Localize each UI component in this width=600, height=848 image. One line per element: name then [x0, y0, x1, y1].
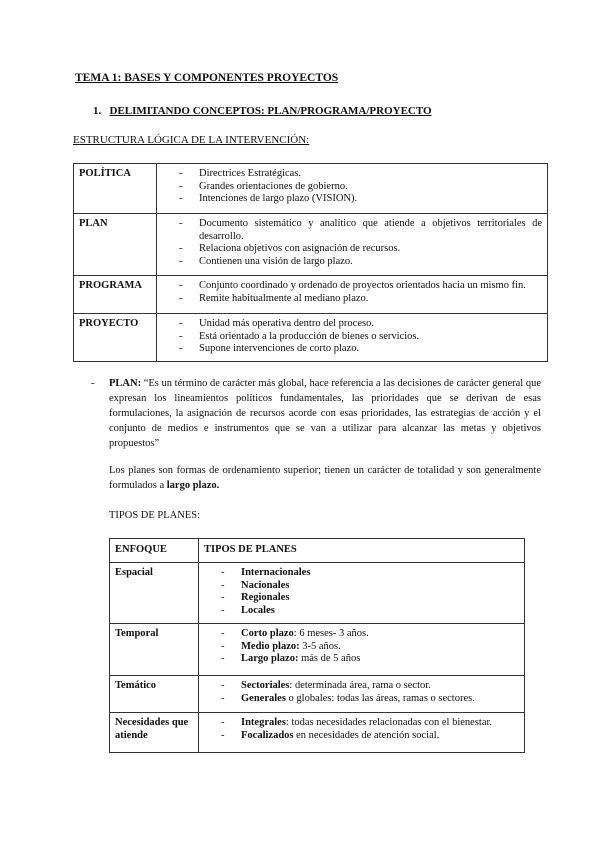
- tipos-header-row: [110, 539, 525, 563]
- list-item: - Documento sistemático y analítico que atiende a objetivos territoriales de desarrollo.: [179, 218, 542, 243]
- column-header: ENFOQUE: [110, 539, 199, 563]
- item-bold: Locales: [241, 604, 275, 616]
- tipos-items: [199, 713, 525, 753]
- tipos-row: [110, 713, 525, 753]
- enfoque-label: Temático: [110, 676, 199, 713]
- structure-row: [74, 214, 548, 276]
- structure-label: PROYECTO: [74, 314, 157, 362]
- structure-row: [74, 164, 548, 214]
- structure-label: PLAN: [74, 214, 157, 276]
- document-title: TEMA 1: BASES Y COMPONENTES PROYECTOS: [75, 72, 339, 84]
- section-number: 1.: [93, 105, 102, 117]
- list-item: - Intenciones de largo plazo (VISION).: [179, 193, 542, 206]
- list-item: [221, 653, 519, 666]
- structure-label: POLÍTICA: [74, 164, 157, 214]
- list-item: - Supone intervenciones de corto plazo.: [179, 343, 542, 356]
- item-text: : 6 meses- 3 años.: [293, 628, 369, 639]
- tipos-row: [110, 676, 525, 713]
- item-bold: Corto plazo: [241, 628, 294, 639]
- item-bold: Focalizados: [241, 729, 294, 741]
- plan-text: “Es un término de carácter más global, hace referencia a las decisiones de carácter general que expresan los lineamientos políticos fundamentales, las prioridades que se derivan de esas formulaciones, la asignación de recursos acorde con esas prioridades, las estrategias de acción y el conjunto de medios e instrumentos que se van a utilizar para alcanzar las metas y objetivos propuestos”: [109, 378, 541, 449]
- list-item: [221, 680, 519, 693]
- plan-note-bold: largo plazo.: [166, 480, 220, 491]
- list-item: [221, 693, 519, 706]
- structure-items: [157, 164, 548, 214]
- list-item: - Grandes orientaciones de gobierno.: [179, 181, 542, 194]
- enfoque-label: Necesidades que atiende: [110, 713, 199, 753]
- item-bold: Internacionales: [241, 567, 311, 578]
- structure-label: PROGRAMA: [74, 276, 157, 314]
- structure-items: [157, 276, 548, 314]
- item-text: : todas necesidades relacionadas con el bienestar.: [285, 717, 493, 728]
- list-item: [221, 567, 519, 580]
- tipos-table: [109, 538, 525, 753]
- enfoque-label: Espacial: [110, 563, 199, 624]
- item-text: : determinada área, rama o sector.: [289, 680, 431, 691]
- section-heading: [93, 105, 432, 117]
- item-bold: Regionales: [241, 592, 290, 603]
- tipos-items: [199, 676, 525, 713]
- structure-table: [73, 163, 548, 362]
- structure-items: [157, 214, 548, 276]
- item-text: 3-5 años.: [299, 640, 341, 652]
- tipos-heading: TIPOS DE PLANES:: [109, 510, 201, 521]
- list-item: [221, 730, 519, 743]
- structure-items: [157, 314, 548, 362]
- tipos-row: [110, 624, 525, 676]
- list-item: - Unidad más operativa dentro del proceso.: [179, 318, 542, 331]
- plan-definition: - PLAN: “Es un término de carácter más global, hace referencia a las decisiones de carácter general que expresan los lineamientos políticos fundamentales, las prioridades que se derivan de esas formulaciones, la asignación de recursos acorde con esas prioridades, las estrategias de acción y el conjunto de medios e instrumentos que se van a utilizar para alcanzar las metas y objetivos propuestos”: [91, 378, 541, 449]
- column-header: TIPOS DE PLANES: [199, 539, 525, 563]
- list-item: - Contienen una visión de largo plazo.: [179, 256, 542, 269]
- list-item: [221, 592, 519, 605]
- list-item: [221, 628, 519, 641]
- list-item: - Relaciona objetivos con asignación de recursos.: [179, 243, 542, 256]
- item-bold: Medio plazo:: [241, 640, 300, 652]
- enfoque-label: Temporal: [110, 624, 199, 676]
- section-title: DELIMITANDO CONCEPTOS: PLAN/PROGRAMA/PROYECTO: [109, 105, 432, 117]
- item-bold: Nacionales: [241, 579, 290, 591]
- structure-row: [74, 314, 548, 362]
- item-bold: Largo plazo:: [241, 653, 299, 664]
- tipos-row: [110, 563, 525, 624]
- structure-row: [74, 276, 548, 314]
- list-item: - Está orientado a la producción de bienes o servicios.: [179, 331, 542, 344]
- plan-note: [109, 463, 541, 493]
- list-item: - Remite habitualmente al mediano plazo.: [179, 293, 542, 306]
- item-bold: Integrales: [241, 717, 286, 728]
- plan-label: PLAN:: [109, 378, 142, 389]
- item-text: en necesidades de atención social.: [293, 729, 440, 741]
- list-item: - Directrices Estratégicas.: [179, 168, 542, 181]
- list-item: [221, 580, 519, 593]
- item-text: o globales: todas las áreas, ramas o sectores.: [285, 692, 475, 704]
- tipos-items: [199, 563, 525, 624]
- structure-heading: ESTRUCTURA LÓGICA DE LA INTERVENCIÓN:: [73, 134, 310, 146]
- list-item: [221, 605, 519, 618]
- item-text: más de 5 años: [298, 653, 361, 664]
- list-item: [221, 717, 519, 730]
- list-item: [221, 641, 519, 654]
- list-item: - Conjunto coordinado y ordenado de proyectos orientados hacia un mismo fin.: [179, 280, 542, 293]
- plan-note-text: Los planes son formas de ordenamiento superior; tienen un carácter de totalidad y son generalmente formulados a: [109, 465, 541, 491]
- item-bold: Generales: [241, 692, 286, 704]
- item-bold: Sectoriales: [241, 680, 290, 691]
- tipos-items: [199, 624, 525, 676]
